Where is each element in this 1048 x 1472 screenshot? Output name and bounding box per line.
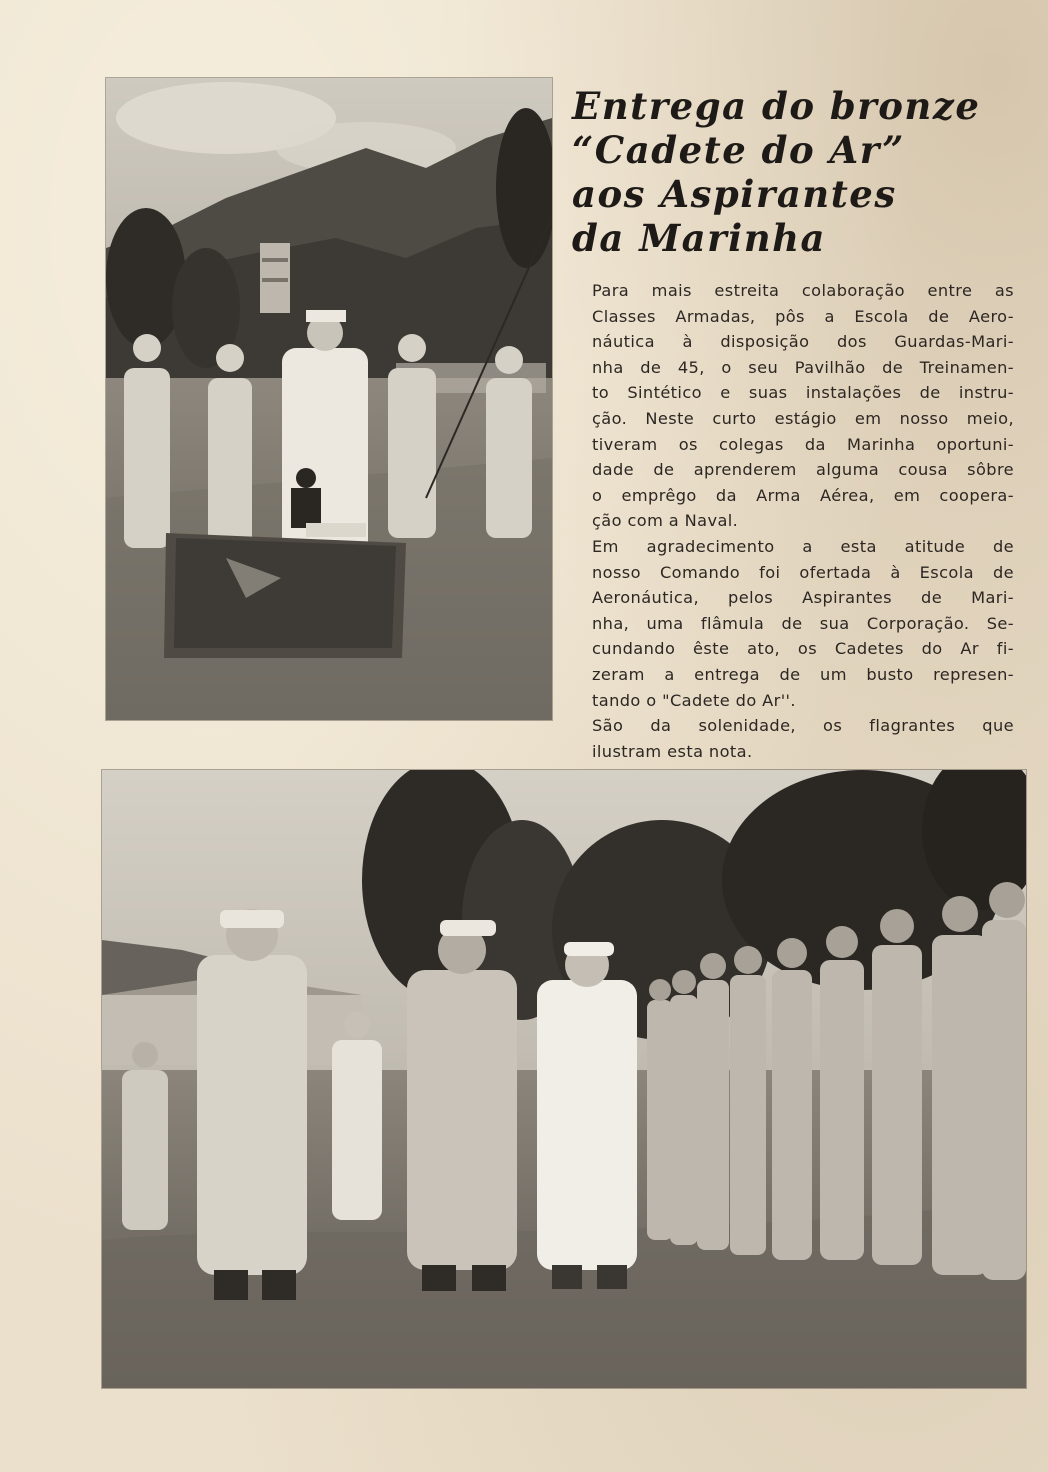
text-line: nha, uma flâmula de sua Corporação. Se- <box>592 613 1014 633</box>
paragraph-3 <box>568 713 1014 764</box>
text-line: o emprêgo da Arma Aérea, em coopera- <box>592 485 1014 505</box>
text-line: cundando êste ato, os Cadetes do Ar fi- <box>592 639 1014 659</box>
text-line: zeram a entrega de um busto represen- <box>592 664 1014 684</box>
headline-line: Entrega do bronze <box>572 84 981 128</box>
headline-line: aos Aspirantes <box>572 172 897 216</box>
headline <box>572 84 1014 260</box>
text-line: ção com a Naval. <box>592 511 739 531</box>
text-line: tiveram os colegas da Marinha oportuni- <box>592 434 1014 454</box>
text-line: tando o "Cadete do Ar''. <box>592 690 796 710</box>
text-line: nha de 45, o seu Pavilhão de Treinamen- <box>592 357 1014 377</box>
text-line: nosso Comando foi ofertada à Escola de <box>592 562 1014 582</box>
headline-line: da Marinha <box>572 216 826 260</box>
text-line: Em agradecimento a esta atitude de <box>592 536 1014 556</box>
ceremony-photo-top-illustration <box>106 78 552 720</box>
paragraph-2 <box>568 534 1014 713</box>
text-line: ção. Neste curto estágio em nosso meio, <box>592 408 1014 428</box>
ceremony-photo-top <box>106 78 552 720</box>
text-line: São da solenidade, os flagrantes que <box>592 716 1014 736</box>
text-line: náutica à disposição dos Guardas-Mari- <box>592 332 1014 352</box>
ceremony-photo-bottom <box>102 770 1026 1388</box>
text-line: ilustram esta nota. <box>592 741 753 761</box>
ceremony-photo-bottom-illustration <box>102 770 1026 1388</box>
paragraph-1 <box>568 278 1014 534</box>
text-line: Aeronáutica, pelos Aspirantes de Mari- <box>592 588 1014 608</box>
article-body <box>568 278 1014 764</box>
text-line: dade de aprenderem alguma cousa sôbre <box>592 460 1014 480</box>
text-line: to Sintético e suas instalações de instru- <box>592 383 1014 403</box>
article <box>568 84 1014 764</box>
text-line: Para mais estreita colaboração entre as <box>592 281 1014 300</box>
headline-line: “Cadete do Ar” <box>572 128 905 172</box>
text-line: Classes Armadas, pôs a Escola de Aero- <box>592 306 1014 326</box>
